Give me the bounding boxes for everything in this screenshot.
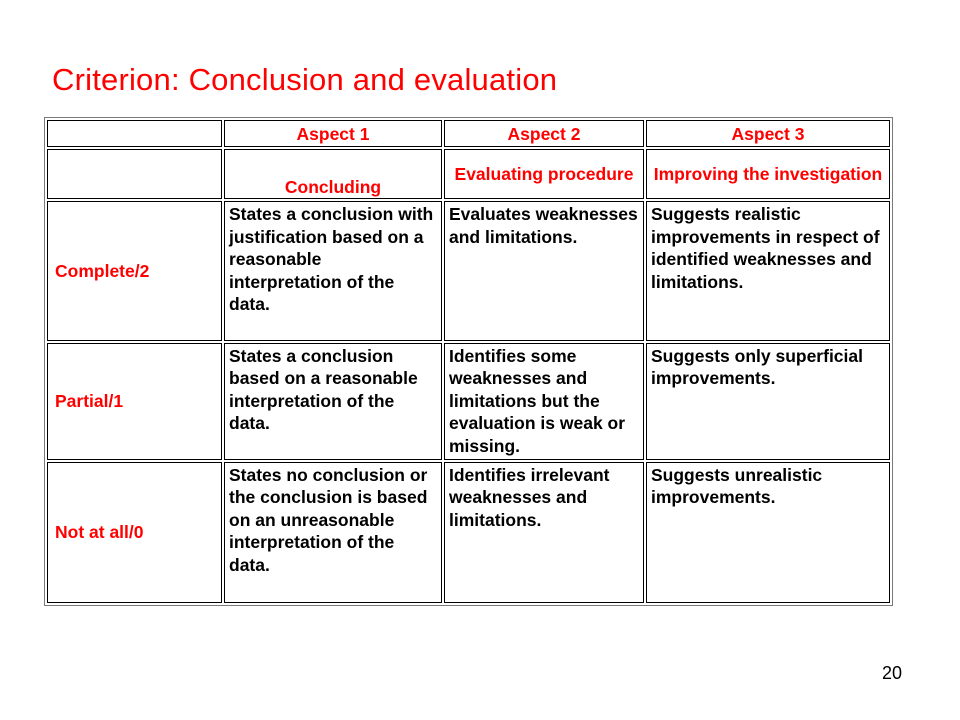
criterion-cell: Identifies irrelevant weaknesses and limitations. [444,462,644,603]
aspect-name-row [47,149,890,199]
slide-title: Criterion: Conclusion and evaluation [52,62,558,97]
table-row-partial [47,343,890,460]
aspect-3-name: Improving the investigation [646,149,890,199]
aspect-1-name: Concluding [224,149,442,199]
aspect-header-row [47,120,890,147]
corner-cell [47,120,222,147]
criterion-cell: Evaluates weaknesses and limitations. [444,201,644,340]
criterion-cell: States a conclusion based on a reasonable interpretation of the data. [224,343,442,460]
criterion-cell: Suggests only superficial improvements. [646,343,890,460]
table-row-not-at-all [47,462,890,603]
aspect-3-header: Aspect 3 [646,120,890,147]
corner-cell-2 [47,149,222,199]
level-label: Complete/2 [47,201,222,340]
rubric-table [44,117,893,606]
table-row-complete [47,201,890,340]
criterion-cell: Suggests unrealistic improvements. [646,462,890,603]
criterion-cell: States no conclusion or the conclusion is based on an unreasonable interpretation of the data. [224,462,442,603]
criterion-cell: States a conclusion with justification based on a reasonable interpretation of the data. [224,201,442,340]
level-label: Partial/1 [47,343,222,460]
level-label: Not at all/0 [47,462,222,603]
criterion-cell: Identifies some weaknesses and limitations but the evaluation is weak or missing. [444,343,644,460]
aspect-1-header: Aspect 1 [224,120,442,147]
criterion-cell: Suggests realistic improvements in respect of identified weaknesses and limitations. [646,201,890,340]
page-number: 20 [881,663,902,683]
aspect-2-header: Aspect 2 [444,120,644,147]
aspect-2-name: Evaluating procedure [444,149,644,199]
